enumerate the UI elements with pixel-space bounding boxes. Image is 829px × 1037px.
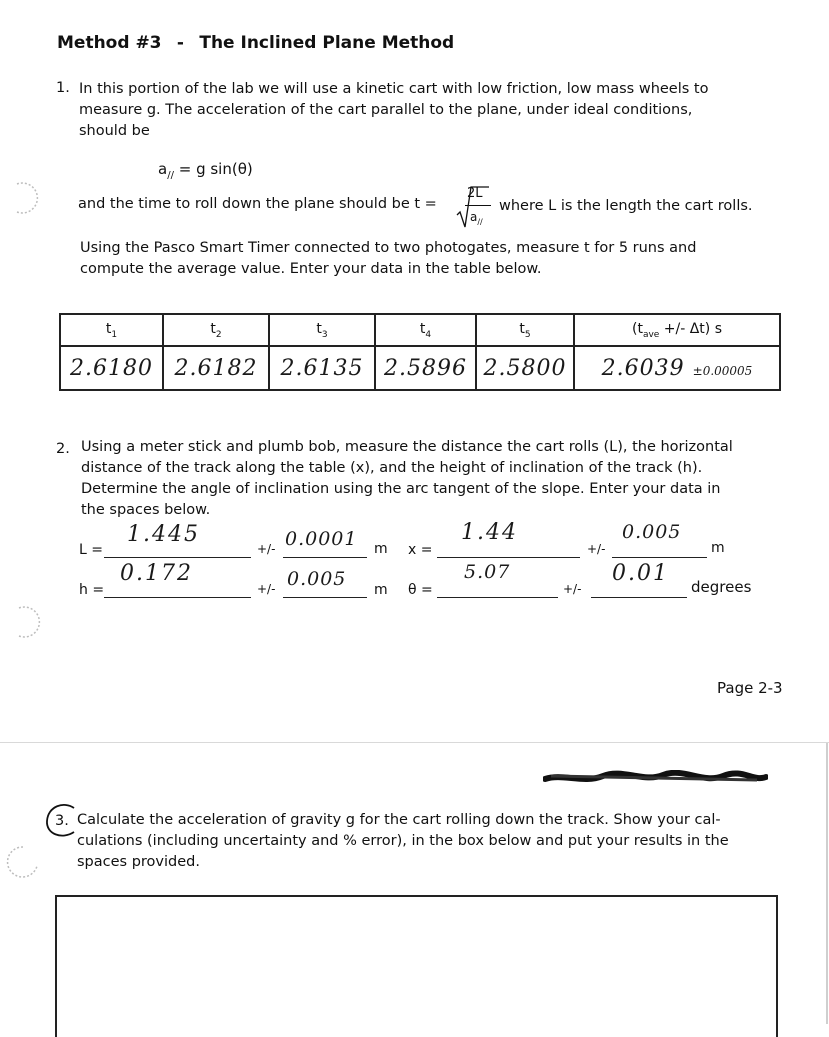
header-base: t: [105, 320, 112, 337]
section-1-number: 1.: [56, 80, 70, 96]
method-title: [57, 33, 454, 53]
time-formula-suffix: where L is the length the cart rolls.: [499, 198, 753, 214]
instruction-line: Using the Pasco Smart Timer connected to two photogates, measure t for 5 runs and: [80, 240, 697, 256]
header-sub: 3: [321, 329, 328, 340]
horizontal-distance-label: x =: [408, 542, 433, 558]
section-2-number: 2.: [56, 441, 70, 457]
header-sub: 2: [215, 329, 222, 340]
header-base: t: [316, 320, 322, 337]
redacted-scribble-icon: [543, 770, 768, 786]
section-3-line: culations (including uncertainty and % error), in the box below and put your results in the: [77, 833, 729, 849]
height-unit: m: [374, 582, 388, 598]
height-uncertainty-value: 0.005: [287, 568, 347, 590]
average-value: 2.6039: [601, 355, 685, 381]
horizontal-distance-uncertainty-blank[interactable]: [612, 557, 707, 558]
fraction-numerator: 2L: [467, 186, 483, 201]
length-unit: m: [374, 541, 388, 557]
handwritten-value: 2.5896: [384, 355, 467, 381]
cell-t3[interactable]: [269, 346, 375, 390]
timer-instructions: [80, 238, 696, 280]
header-sub: ave: [642, 329, 660, 340]
angle-label: θ =: [408, 582, 433, 598]
height-uncertainty-blank[interactable]: [283, 597, 367, 598]
plus-minus-label: +/-: [563, 582, 582, 596]
fraction-denominator-sub: //: [477, 217, 483, 227]
horizontal-distance-uncertainty-value: 0.005: [622, 521, 682, 543]
formula-lhs: a: [158, 160, 168, 178]
height-blank[interactable]: [104, 597, 251, 598]
header-t3: [269, 314, 375, 346]
section-2-line: Using a meter stick and plumb bob, measure the distance the cart rolls (L), the horizontal: [81, 439, 733, 455]
time-formula-prefix: and the time to roll down the plane should be t =: [78, 196, 437, 212]
fraction-bar: [465, 205, 491, 206]
page-edge: [826, 743, 828, 1024]
handwritten-value: 2.6180: [70, 355, 153, 381]
horizontal-distance-blank[interactable]: [437, 557, 580, 558]
angle-blank[interactable]: [437, 597, 558, 598]
header-base: t: [419, 320, 426, 337]
formula-lhs-sub: //: [167, 170, 174, 181]
handwritten-average: [602, 356, 753, 381]
header-sub: 5: [524, 329, 531, 340]
header-sub: 4: [425, 329, 432, 340]
timing-data-table: [59, 313, 781, 391]
header-base: t: [210, 320, 216, 337]
section-1-line: In this portion of the lab we will use a kinetic cart with low friction, low mass wheels to: [79, 81, 709, 97]
handwritten-value: 2.6135: [280, 355, 364, 381]
angle-value: 5.07: [464, 561, 511, 583]
section-1-text: [79, 79, 708, 142]
average-uncertainty: ±0.00005: [692, 363, 753, 378]
header-sub: 1: [111, 329, 118, 340]
section-3-line: spaces provided.: [77, 854, 200, 870]
section-1-line: should be: [79, 123, 150, 139]
plus-minus-label: +/-: [257, 542, 276, 556]
cell-t-average[interactable]: [574, 346, 780, 390]
acceleration-formula: [158, 160, 253, 181]
page-number: Page 2-3: [717, 679, 783, 697]
fraction-denominator-base: a: [470, 210, 478, 224]
method-label: Method #3: [57, 33, 162, 53]
header-t-average: [574, 314, 780, 346]
plus-minus-label: +/-: [587, 542, 606, 556]
table-row: [60, 346, 780, 390]
formula-rhs: = g sin(θ): [178, 160, 253, 178]
height-value: 0.172: [120, 561, 193, 586]
angle-uncertainty-blank[interactable]: [591, 597, 687, 598]
fraction-denominator: [470, 210, 483, 226]
time-formula-text: [78, 196, 437, 212]
cell-t2[interactable]: [163, 346, 269, 390]
cell-t5[interactable]: [476, 346, 574, 390]
handwritten-value: 2.6182: [174, 355, 258, 381]
punch-hole-icon: [3, 842, 43, 882]
header-t5: [476, 314, 574, 346]
section-3-line: Calculate the acceleration of gravity g for the cart rolling down the track. Show your cal-: [77, 812, 721, 828]
section-1-line: measure g. The acceleration of the cart parallel to the plane, under ideal conditions,: [79, 102, 693, 118]
section-2-line: the spaces below.: [81, 502, 211, 518]
angle-uncertainty-value: 0.01: [612, 561, 669, 586]
handwritten-value: 2.5800: [483, 355, 567, 381]
instruction-line: compute the average value. Enter your data in the table below.: [80, 261, 542, 277]
header-base: t: [519, 320, 525, 337]
calculation-answer-box[interactable]: [55, 895, 778, 1037]
section-3-text: [77, 810, 729, 873]
section-2-text: [81, 437, 733, 521]
length-label: L =: [79, 542, 103, 558]
angle-unit: degrees: [691, 578, 752, 596]
header-t1: [60, 314, 163, 346]
punch-hole-icon: [3, 178, 43, 218]
punch-hole-icon: [5, 602, 45, 642]
plus-minus-label: +/-: [257, 582, 276, 596]
length-blank[interactable]: [104, 557, 251, 558]
method-name: The Inclined Plane Method: [199, 33, 455, 53]
length-uncertainty-blank[interactable]: [283, 557, 367, 558]
length-value: 1.445: [127, 522, 200, 547]
title-separator: -: [176, 33, 184, 53]
height-label: h =: [79, 582, 105, 598]
header-t2: [163, 314, 269, 346]
section-2-line: distance of the track along the table (x), and the height of inclination of the track (h).: [81, 460, 703, 476]
cell-t4[interactable]: [375, 346, 476, 390]
length-uncertainty-value: 0.0001: [285, 528, 358, 550]
table-header-row: [60, 314, 780, 346]
cell-t1[interactable]: [60, 346, 163, 390]
horizontal-distance-unit: m: [711, 540, 725, 556]
horizontal-distance-value: 1.44: [461, 520, 518, 545]
section-3-number: 3.: [55, 813, 69, 829]
header-base: (t: [631, 320, 643, 337]
header-rest: +/- Δt) s: [659, 320, 722, 337]
header-t4: [375, 314, 476, 346]
section-2-line: Determine the angle of inclination using the arc tangent of the slope. Enter your data in: [81, 481, 721, 497]
